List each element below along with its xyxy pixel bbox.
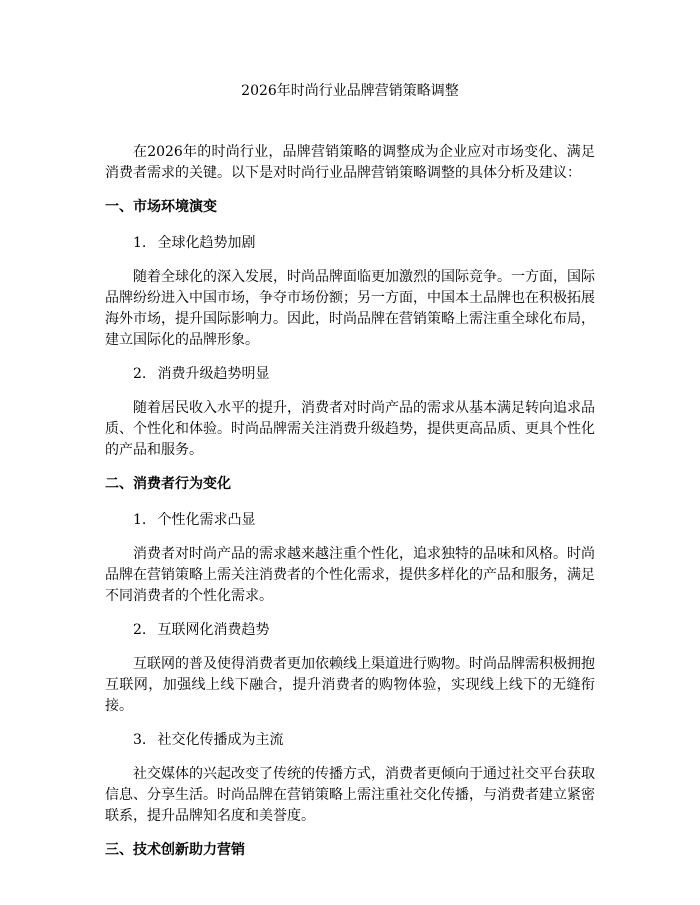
subsection-number: 3.: [133, 732, 147, 748]
body-paragraph: 随着居民收入水平的提升，消费者对时尚产品的需求从基本满足转向追求品质、个性化和体验。时尚品牌需关注消费升级趋势，提供更高品质、更具个性化的产品和服务。: [105, 400, 595, 458]
body-paragraph: 随着全球化的深入发展，时尚品牌面临更加激烈的国际竞争。一方面，国际品牌纷纷进入中国市场，争夺市场份额；另一方面，中国本土品牌也在积极拓展海外市场，提升国际影响力。因此，时尚品牌在营销策略上需注重全球化布局，建立国际化的品牌形象。: [105, 269, 595, 348]
subsection-label: 互联网化消费趋势: [157, 622, 270, 638]
subsection-title: [105, 510, 595, 531]
section-heading: 一、市场环境演变: [105, 199, 217, 215]
subsection-title: [105, 233, 595, 254]
subsection-label: 个性化需求凸显: [157, 512, 256, 528]
subsection-number: 1.: [133, 512, 147, 528]
subsection-title: [105, 364, 595, 385]
subsection-number: 1.: [133, 235, 147, 251]
body-paragraph: 社交媒体的兴起改变了传统的传播方式，消费者更倾向于通过社交平台获取信息、分享生活。时尚品牌在营销策略上需注重社交化传播，与消费者建立紧密联系，提升品牌知名度和美誉度。: [105, 766, 595, 824]
section-heading: 三、技术创新助力营销: [105, 842, 245, 858]
document-body: [105, 142, 595, 876]
subsection-label: 消费升级趋势明显: [157, 366, 270, 382]
subsection-number: 2.: [133, 622, 147, 638]
subsection-title: [105, 730, 595, 751]
body-paragraph: 消费者对时尚产品的需求越来越注重个性化，追求独特的品味和风格。时尚品牌在营销策略上需关注消费者的个性化需求，提供多样化的产品和服务，满足不同消费者的个性化需求。: [105, 546, 595, 604]
document-title: 2026年时尚行业品牌营销策略调整: [241, 83, 459, 99]
subsection-label: 社交化传播成为主流: [157, 732, 284, 748]
subsection-number: 2.: [133, 366, 147, 382]
body-paragraph: 互联网的普及使得消费者更加依赖线上渠道进行购物。时尚品牌需积极拥抱互联网，加强线上线下融合，提升消费者的购物体验，实现线上线下的无缝衔接。: [105, 656, 595, 714]
section-heading: 二、消费者行为变化: [105, 476, 231, 492]
subsection-label: 全球化趋势加剧: [157, 235, 256, 251]
intro-paragraph: 在2026年的时尚行业，品牌营销策略的调整成为企业应对市场变化、满足消费者需求的关键。以下是对时尚行业品牌营销策略调整的具体分析及建议：: [105, 144, 595, 181]
subsection-title: [105, 620, 595, 641]
